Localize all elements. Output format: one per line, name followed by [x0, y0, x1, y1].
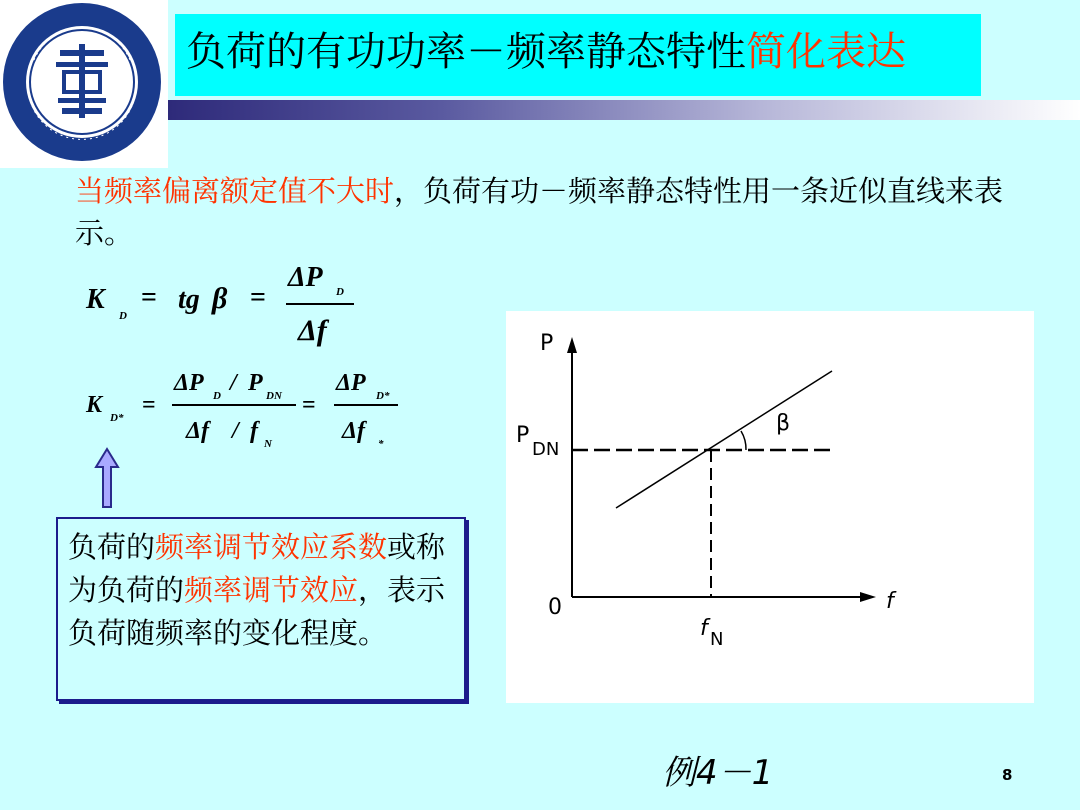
formula1-num-sub: D: [336, 286, 344, 298]
formula-kd: [86, 262, 386, 362]
graph-canvas: [506, 311, 1034, 703]
formula2-slash: /: [230, 370, 237, 396]
pf-characteristic-graph: [506, 311, 1034, 703]
up-arrow-icon: [94, 447, 120, 513]
formula2-den2: Δf: [342, 418, 366, 444]
formula2-fraction-bar: [172, 404, 296, 406]
formula2-den-slash: /: [232, 418, 239, 444]
exp-part-3: 或称为负荷的: [68, 530, 446, 607]
formula1-lhs-sub: D: [119, 310, 127, 322]
formula1-lhs: K: [86, 284, 105, 315]
title-highlight: 简化表达: [746, 29, 906, 75]
formula2-num-a-sub: D: [213, 390, 221, 402]
formula2-den-b-sub: N: [264, 438, 272, 450]
formula2-den2-sub: *: [378, 438, 384, 450]
formula2-eq1: =: [142, 392, 156, 418]
y-axis-arrow-icon: [567, 337, 577, 353]
exp-part-2: 频率调节效应系数: [155, 530, 388, 564]
formula1-den: Δf: [298, 314, 327, 347]
formula1-eq1: =: [141, 282, 157, 313]
origin-label: 0: [548, 595, 562, 620]
formula2-num2: ΔP: [336, 370, 366, 396]
exp-part-4: 频率调节效应: [184, 573, 359, 607]
intro-red-text: 当频率偏离额定值不大时: [75, 174, 395, 208]
formula2-num-a: ΔP: [174, 370, 204, 396]
formula-kd-star: [86, 368, 416, 458]
slide-title: [186, 24, 906, 80]
university-logo: [0, 0, 168, 168]
x-axis-label: f: [886, 589, 894, 614]
formula1-beta: β: [212, 282, 228, 315]
pdn-label: P: [516, 423, 530, 448]
title-main: 负荷的有功功率－频率静态特性: [186, 29, 746, 75]
formula2-lhs: K: [86, 392, 103, 418]
pdn-sub-label: DN: [532, 439, 560, 460]
beta-label: β: [776, 411, 791, 436]
formula2-den-a: Δf: [186, 418, 210, 444]
formula2-lhs-sub: D*: [110, 412, 124, 424]
formula2-eq2: =: [302, 392, 316, 418]
formula1-tg: tg: [178, 284, 200, 315]
exp-part-1: 负荷的: [68, 530, 156, 564]
intro-text: ，负荷有功－频率静态特性用一条近似直线来表示。: [75, 174, 1004, 250]
x-axis-arrow-icon: [860, 592, 876, 602]
beta-angle-arc: [741, 431, 746, 450]
example-link[interactable]: 例4－1: [662, 753, 774, 793]
fn-label: f: [700, 616, 708, 641]
formula2-num2-sub: D*: [376, 390, 390, 402]
formula2-den-b: f: [250, 418, 258, 444]
fn-sub-label: N: [710, 629, 724, 650]
formula1-num: ΔP: [288, 262, 323, 293]
y-axis-label: P: [540, 331, 554, 356]
formula1-eq2: =: [250, 282, 266, 313]
title-gradient-rule: [168, 100, 1080, 120]
formula1-fraction-bar: [286, 303, 354, 305]
formula2-num-b-sub: DN: [266, 390, 282, 402]
exp-part-5: ，表示负荷随频率的变化程度。: [68, 573, 446, 650]
formula2-fraction-bar2: [334, 404, 398, 406]
logo-seal-icon: [0, 0, 168, 168]
formula2-num-b: P: [248, 370, 263, 396]
characteristic-line: [616, 371, 832, 508]
explanation-text: [68, 526, 458, 655]
intro-paragraph: [75, 170, 1005, 254]
page-number: 8: [1002, 766, 1013, 784]
